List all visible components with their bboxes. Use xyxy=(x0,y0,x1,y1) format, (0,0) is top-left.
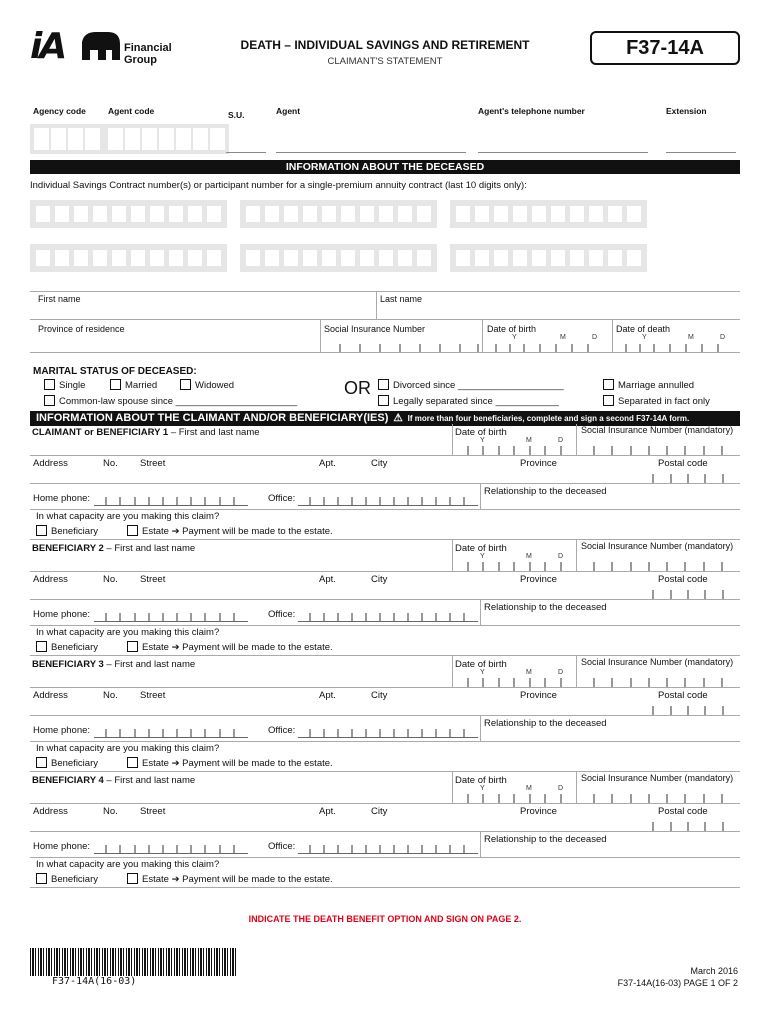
beneficiary-2-estate-checkbox[interactable]: Estate ➔ Payment will be made to the estate. xyxy=(127,641,333,653)
beneficiary-4-home-phone-input[interactable] xyxy=(94,853,248,854)
deceased-name-input[interactable] xyxy=(30,319,740,320)
beneficiary-4-dob-label: Date of birth xyxy=(455,775,507,786)
beneficiary-3-name-input[interactable] xyxy=(30,687,740,688)
claimant-section-header: INFORMATION ABOUT THE CLAIMANT AND/OR BENEFICIARY(IES) ⚠ If more than four beneficiaries, complete and sign a second F37-14A form. xyxy=(30,411,740,426)
widowed-checkbox[interactable]: Widowed xyxy=(180,379,234,391)
beneficiary-4-estate-checkbox[interactable]: Estate ➔ Payment will be made to the estate. xyxy=(127,873,333,885)
beneficiary-1-address-input[interactable] xyxy=(30,483,740,484)
agent-phone-input[interactable] xyxy=(478,152,648,153)
beneficiary-1-no-label: No. xyxy=(103,458,118,469)
beneficiary-4-sin-ticks xyxy=(576,794,740,803)
beneficiary-4-address-input[interactable] xyxy=(30,831,740,832)
beneficiary-4-province-label: Province xyxy=(520,806,557,817)
warning-icon: ⚠ xyxy=(393,412,403,424)
beneficiary-2-postal-label: Postal code xyxy=(658,574,708,585)
form-number: F37-14A xyxy=(590,31,740,65)
beneficiary-3-office-input[interactable] xyxy=(298,737,478,738)
dod-ticks xyxy=(614,344,740,352)
agent-input[interactable] xyxy=(276,152,466,153)
beneficiary-4-sin-label: Social Insurance Number (mandatory) xyxy=(581,773,734,783)
death-benefit-notice: INDICATE THE DEATH BENEFIT OPTION AND SIGN ON PAGE 2. xyxy=(248,914,522,924)
deceased-sin-label: Social Insurance Number xyxy=(324,324,426,334)
beneficiary-3-street-label: Street xyxy=(140,690,166,701)
beneficiary-3-name-label: BENEFICIARY 3 – First and last name xyxy=(32,659,196,670)
beneficiary-3-dob-ticks xyxy=(452,678,576,687)
beneficiary-3-no-label: No. xyxy=(103,690,118,701)
beneficiary-1-office-label: Office: xyxy=(268,493,296,504)
extension-input[interactable] xyxy=(666,152,736,153)
beneficiary-2-beneficiary-checkbox[interactable]: Beneficiary xyxy=(36,641,98,653)
beneficiary-1-beneficiary-checkbox[interactable]: Beneficiary xyxy=(36,525,98,537)
beneficiary-1-capacity-label: In what capacity are you making this claim? xyxy=(36,511,220,522)
beneficiary-3-address-input[interactable] xyxy=(30,715,740,716)
deceased-dod-label: Date of death xyxy=(616,324,671,334)
beneficiary-4-dob-ticks xyxy=(452,794,576,803)
beneficiary-1-relationship-label: Relationship to the deceased xyxy=(484,486,607,497)
deceased-dob-label: Date of birth xyxy=(487,324,537,334)
beneficiary-2-postal-ticks xyxy=(636,590,740,599)
beneficiary-3-apt-label: Apt. xyxy=(319,690,336,701)
beneficiary-4-address-label: Address xyxy=(33,806,68,817)
beneficiary-3-dob-label: Date of birth xyxy=(455,659,507,670)
legally-separated-checkbox[interactable]: Legally separated since ____________ xyxy=(378,395,559,407)
beneficiary-2-capacity-label: In what capacity are you making this claim? xyxy=(36,627,220,638)
beneficiary-3-sin-label: Social Insurance Number (mandatory) xyxy=(581,657,734,667)
beneficiary-2-street-label: Street xyxy=(140,574,166,585)
ia-logo: iA xyxy=(30,26,65,67)
beneficiary-2-relationship-label: Relationship to the deceased xyxy=(484,602,607,613)
su-label: S.U. xyxy=(228,110,245,120)
dob-ticks xyxy=(484,344,612,352)
beneficiary-2-address-input[interactable] xyxy=(30,599,740,600)
beneficiary-1-estate-checkbox[interactable]: Estate ➔ Payment will be made to the estate. xyxy=(127,525,333,537)
agency-code-input[interactable] xyxy=(30,124,104,154)
beneficiary-2-province-label: Province xyxy=(520,574,557,585)
barcode-image xyxy=(30,948,238,976)
beneficiary-4-no-label: No. xyxy=(103,806,118,817)
beneficiary-1-sin-ticks xyxy=(576,446,740,455)
beneficiary-1-home-phone-label: Home phone: xyxy=(33,493,91,504)
beneficiary-2-name-input[interactable] xyxy=(30,571,740,572)
su-input[interactable] xyxy=(226,152,266,153)
beneficiary-4-apt-label: Apt. xyxy=(319,806,336,817)
beneficiary-2-office-label: Office: xyxy=(268,609,296,620)
beneficiary-3-postal-ticks xyxy=(636,706,740,715)
beneficiary-2-sin-label: Social Insurance Number (mandatory) xyxy=(581,541,734,551)
beneficiary-1-dob-ticks xyxy=(452,446,576,455)
deceased-last-name-label: Last name xyxy=(380,294,423,304)
marriage-annulled-checkbox[interactable]: Marriage annulled xyxy=(603,379,694,391)
footer-date: March 2016 xyxy=(690,966,738,976)
beneficiary-1-postal-label: Postal code xyxy=(658,458,708,469)
agent-code-input[interactable] xyxy=(104,124,229,154)
agent-code-label: Agent code xyxy=(108,106,155,116)
beneficiary-3-city-label: City xyxy=(371,690,388,701)
beneficiary-1-street-label: Street xyxy=(140,458,166,469)
beneficiary-3-home-phone-input[interactable] xyxy=(94,737,248,738)
beneficiary-2-sin-ticks xyxy=(576,562,740,571)
footer-page-number: F37-14A(16-03) PAGE 1 OF 2 xyxy=(617,978,738,988)
contract-number-1[interactable] xyxy=(30,200,227,228)
beneficiary-3-relationship-label: Relationship to the deceased xyxy=(484,718,607,729)
form-title: DEATH – INDIVIDUAL SAVINGS AND RETIREMENT xyxy=(240,38,530,52)
sin-ticks xyxy=(330,344,480,352)
marital-status-title: MARITAL STATUS OF DECEASED: xyxy=(33,366,197,377)
deceased-section-header: INFORMATION ABOUT THE DECEASED xyxy=(30,160,740,174)
contract-number-6[interactable] xyxy=(450,244,647,272)
beneficiary-1-office-input[interactable] xyxy=(298,505,478,506)
contract-number-3[interactable] xyxy=(450,200,647,228)
beneficiary-4-city-label: City xyxy=(371,806,388,817)
separated-in-fact-checkbox[interactable]: Separated in fact only xyxy=(603,395,710,407)
contract-number-5[interactable] xyxy=(240,244,437,272)
beneficiary-3-capacity-label: In what capacity are you making this claim? xyxy=(36,743,220,754)
beneficiary-1-home-phone-input[interactable] xyxy=(94,505,248,506)
beneficiary-1-sin-label: Social Insurance Number (mandatory) xyxy=(581,425,734,435)
beneficiary-4-name-input[interactable] xyxy=(30,803,740,804)
divorced-checkbox[interactable]: Divorced since ____________________ xyxy=(378,379,564,391)
beneficiary-4-office-label: Office: xyxy=(268,841,296,852)
beneficiary-1-apt-label: Apt. xyxy=(319,458,336,469)
province-residence-label: Province of residence xyxy=(38,324,125,334)
beneficiary-1-name-label: CLAIMANT or BENEFICIARY 1 – First and last name xyxy=(32,427,260,438)
contract-number-4[interactable] xyxy=(30,244,227,272)
beneficiary-3-estate-checkbox[interactable]: Estate ➔ Payment will be made to the estate. xyxy=(127,757,333,769)
beneficiary-3-home-phone-label: Home phone: xyxy=(33,725,91,736)
married-checkbox[interactable]: Married xyxy=(110,379,157,391)
beneficiary-4-name-label: BENEFICIARY 4 – First and last name xyxy=(32,775,196,786)
or-label: OR xyxy=(344,378,371,398)
beneficiary-2-apt-label: Apt. xyxy=(319,574,336,585)
beneficiary-2-address-label: Address xyxy=(33,574,68,585)
beneficiary-1-dob-label: Date of birth xyxy=(455,427,507,438)
beneficiary-2-name-label: BENEFICIARY 2 – First and last name xyxy=(32,543,196,554)
elephant-logo-icon xyxy=(78,30,122,64)
beneficiary-3-office-label: Office: xyxy=(268,725,296,736)
common-law-checkbox[interactable]: Common-law spouse since _______________________ xyxy=(44,395,297,407)
contract-number-2[interactable] xyxy=(240,200,437,228)
beneficiary-3-postal-label: Postal code xyxy=(658,690,708,701)
form-subtitle: CLAIMANT'S STATEMENT xyxy=(327,56,443,67)
logo-text: Financial Group xyxy=(124,42,172,66)
beneficiary-3-province-label: Province xyxy=(520,690,557,701)
beneficiary-4-relationship-label: Relationship to the deceased xyxy=(484,834,607,845)
beneficiary-4-beneficiary-checkbox[interactable]: Beneficiary xyxy=(36,873,98,885)
agent-label: Agent xyxy=(276,106,301,116)
beneficiary-2-city-label: City xyxy=(371,574,388,585)
beneficiary-4-home-phone-label: Home phone: xyxy=(33,841,91,852)
beneficiary-1-address-label: Address xyxy=(33,458,68,469)
beneficiary-2-office-input[interactable] xyxy=(298,621,478,622)
beneficiary-1-name-input[interactable] xyxy=(30,455,740,456)
beneficiary-2-home-phone-label: Home phone: xyxy=(33,609,91,620)
beneficiary-3-address-label: Address xyxy=(33,690,68,701)
contract-number-label: Individual Savings Contract number(s) or participant number for a single-premium annuity contract (last 10 digits only): xyxy=(30,180,527,191)
single-checkbox[interactable]: Single xyxy=(44,379,85,391)
beneficiary-2-dob-label: Date of birth xyxy=(455,543,507,554)
beneficiary-4-capacity-label: In what capacity are you making this claim? xyxy=(36,859,220,870)
beneficiary-2-no-label: No. xyxy=(103,574,118,585)
beneficiary-2-home-phone-input[interactable] xyxy=(94,621,248,622)
barcode-text: F37-14A(16-03) xyxy=(52,976,137,987)
deceased-first-name-label: First name xyxy=(38,294,81,304)
beneficiary-4-street-label: Street xyxy=(140,806,166,817)
beneficiary-1-postal-ticks xyxy=(636,474,740,483)
beneficiary-3-sin-ticks xyxy=(576,678,740,687)
beneficiary-1-city-label: City xyxy=(371,458,388,469)
beneficiary-3-beneficiary-checkbox[interactable]: Beneficiary xyxy=(36,757,98,769)
agency-code-label: Agency code xyxy=(33,106,86,116)
extension-label: Extension xyxy=(666,106,707,116)
beneficiary-4-postal-label: Postal code xyxy=(658,806,708,817)
beneficiary-4-office-input[interactable] xyxy=(298,853,478,854)
beneficiary-1-province-label: Province xyxy=(520,458,557,469)
beneficiary-4-postal-ticks xyxy=(636,822,740,831)
agent-phone-label: Agent's telephone number xyxy=(478,106,585,116)
deceased-details-input[interactable] xyxy=(30,352,740,353)
beneficiary-2-dob-ticks xyxy=(452,562,576,571)
